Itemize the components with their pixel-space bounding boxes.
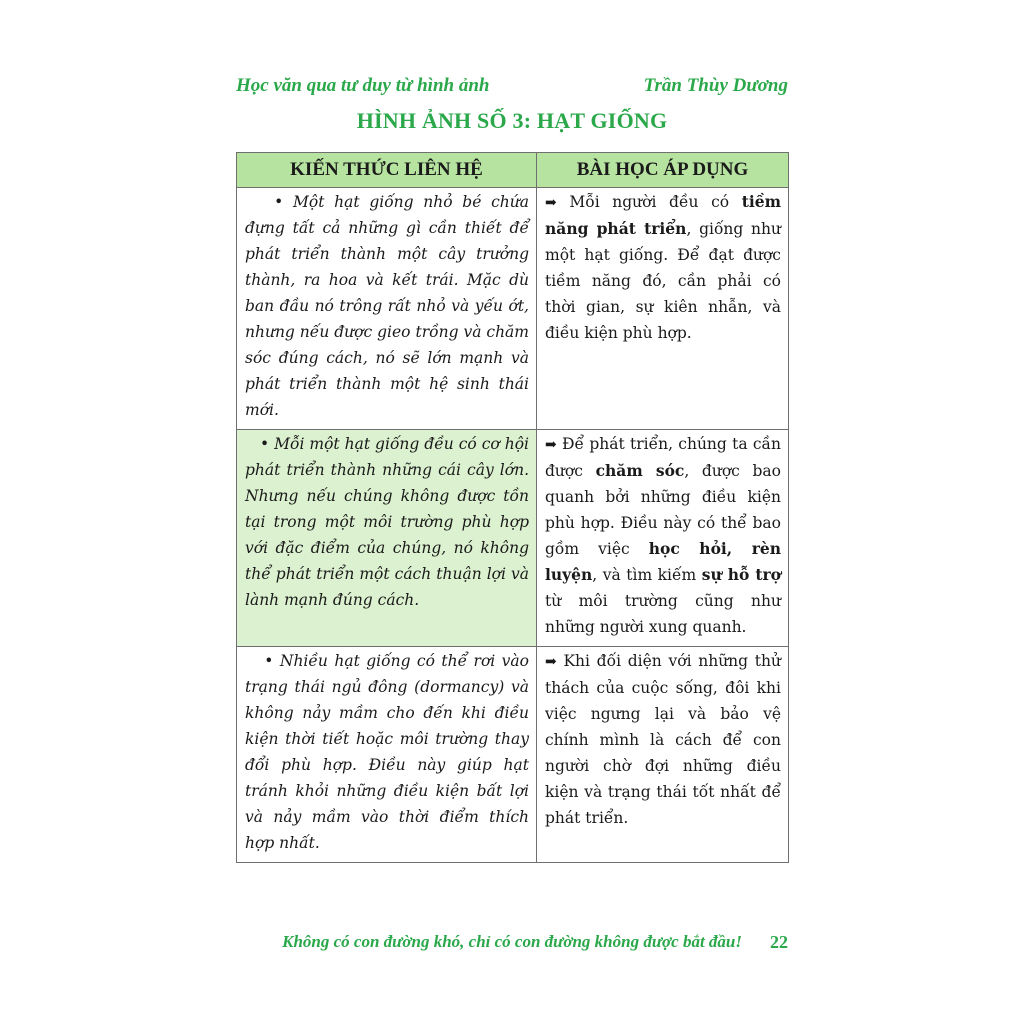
lesson-cell [537,188,789,430]
knowledge-cell [237,188,537,430]
table-row [237,188,789,430]
arrow-right-icon: ➡ [545,195,557,211]
column-header-knowledge: KIẾN THỨC LIÊN HỆ [237,153,537,188]
knowledge-cell [237,430,537,647]
footer-quote: Không có con đường khó, chỉ có con đường không được bắt đầu! [282,932,742,951]
lesson-text-segment: , được bao quanh bởi những điều kiện phù hợp. Điều này có thể bao gồm việc [545,462,781,558]
lesson-text-segment: Để phát triển, chúng ta cần được [545,435,782,480]
lesson-text [545,652,781,827]
page-title: HÌNH ẢNH SỐ 3: HẠT GIỐNG [356,108,668,133]
emphasis-text: học hỏi, rèn luyện [545,539,781,584]
lesson-cell [537,430,789,647]
lesson-text-segment: từ môi trường cũng như những người xung quanh. [545,592,781,636]
running-footer [236,928,788,956]
knowledge-text: Nhiều hạt giống có thể rơi vào trạng thái ngủ đông (dormancy) và không nảy mầm cho đến khi điều kiện thời tiết hoặc môi trường thay đổi phù hợp. Điều này giúp hạt tránh khỏi những điều kiện bất lợi và nảy mầm vào thời điểm thích hợp nhất. [245,652,530,852]
column-header-lesson: BÀI HỌC ÁP DỤNG [537,153,789,188]
lesson-cell [537,647,789,863]
emphasis-text: tiềm năng phát triển [545,192,781,238]
book-title: Học văn qua tư duy từ hình ảnh [236,75,490,96]
lesson-text-segment: , và tìm kiếm [592,566,702,584]
table-row [237,647,789,863]
table-row [237,430,789,647]
bullet-icon: • [274,193,284,211]
table-header-row [237,153,789,188]
author-name: Trần Thùy Dương [643,75,788,96]
bullet-icon: • [259,435,270,453]
lesson-text [545,193,781,342]
lesson-table [236,152,789,863]
lesson-text-segment: Mỗi người đều có [569,193,742,211]
knowledge-text: Mỗi một hạt giống đều có cơ hội phát triển thành những cái cây lớn. Nhưng nếu chúng không được tồn tại trong một môi trường phù hợp với đặc điểm của chúng, nó không thể phát triển một cách thuận lợi và lành mạnh đúng cách. [245,435,529,609]
lesson-text [545,435,781,636]
arrow-right-icon: ➡ [545,437,557,453]
emphasis-text: chăm sóc [595,461,685,480]
lesson-text-segment: , giống như một hạt giống. Để đạt được tiềm năng đó, cần phải có thời gian, sự kiên nhẫn, và điều kiện phù hợp. [545,220,781,342]
emphasis-text: sự hỗ trợ [701,565,782,584]
knowledge-cell [237,647,537,863]
knowledge-text: Một hạt giống nhỏ bé chứa đựng tất cả những gì cần thiết để phát triển thành một cây trưởng thành, ra hoa và kết trái. Mặc dù ban đầu nó trông rất nhỏ và yếu ớt, nhưng nếu được gieo trồng và chăm sóc đúng cách, nó sẽ lớn mạnh và phát triển thành một hệ sinh thái mới. [245,193,529,419]
arrow-right-icon: ➡ [545,654,557,670]
running-header [236,72,788,100]
bullet-icon: • [264,652,274,670]
lesson-text-segment: Khi đối diện với những thử thách của cuộc sống, đôi khi việc ngưng lại và bảo vệ chính mình là cách để con người chờ đợi những điều kiện và trạng thái tốt nhất để phát triển. [545,652,781,827]
page-number: 22 [770,931,788,952]
